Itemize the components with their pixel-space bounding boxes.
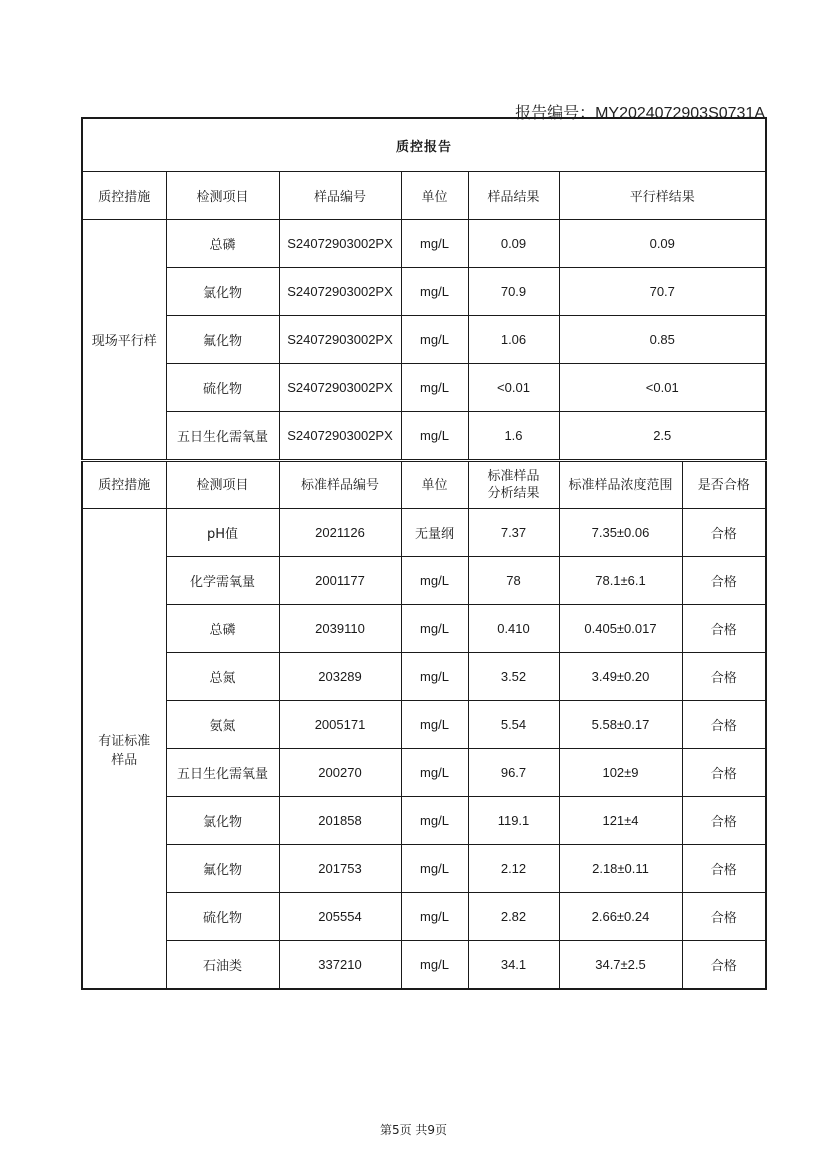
standard-range: 5.58±0.17 [559, 701, 682, 749]
section1-header-row [82, 172, 766, 220]
header-unit: 单位 [401, 461, 468, 509]
header-qc-measure: 质控措施 [82, 461, 166, 509]
test-item: 硫化物 [166, 893, 279, 941]
header-sample-number: 样品编号 [279, 172, 401, 220]
sample-number: S24072903002PX [279, 220, 401, 268]
standard-result: 5.54 [468, 701, 559, 749]
unit: mg/L [401, 845, 468, 893]
test-item: 总磷 [166, 220, 279, 268]
standard-number: 2039110 [279, 605, 401, 653]
table-row [82, 893, 766, 941]
test-item: 氟化物 [166, 845, 279, 893]
unit: mg/L [401, 316, 468, 364]
table-row [82, 653, 766, 701]
test-item: 硫化物 [166, 364, 279, 412]
header-sample-result: 样品结果 [468, 172, 559, 220]
standard-number: 2001177 [279, 557, 401, 605]
pass-status: 合格 [682, 893, 766, 941]
standard-number: 2005171 [279, 701, 401, 749]
standard-result: 7.37 [468, 509, 559, 557]
standard-range: 102±9 [559, 749, 682, 797]
standard-range: 34.7±2.5 [559, 941, 682, 990]
standard-number: 203289 [279, 653, 401, 701]
parallel-result: 0.09 [559, 220, 766, 268]
table-row [82, 220, 766, 268]
sample-result: 0.09 [468, 220, 559, 268]
standard-range: 78.1±6.1 [559, 557, 682, 605]
table-row [82, 749, 766, 797]
sample-number: S24072903002PX [279, 316, 401, 364]
header-unit: 单位 [401, 172, 468, 220]
table-row [82, 845, 766, 893]
pass-status: 合格 [682, 941, 766, 990]
sample-result: 70.9 [468, 268, 559, 316]
parallel-result: 0.85 [559, 316, 766, 364]
test-item: 五日生化需氧量 [166, 749, 279, 797]
unit: mg/L [401, 557, 468, 605]
header-standard-result-line1: 标准样品 [487, 469, 540, 484]
standard-range: 3.49±0.20 [559, 653, 682, 701]
pass-status: 合格 [682, 797, 766, 845]
sample-result: 1.6 [468, 412, 559, 461]
pass-status: 合格 [682, 605, 766, 653]
header-standard-number: 标准样品编号 [279, 461, 401, 509]
header-standard-result [468, 461, 559, 509]
unit: mg/L [401, 749, 468, 797]
test-item: 氯化物 [166, 268, 279, 316]
test-item: 五日生化需氧量 [166, 412, 279, 461]
standard-number: 201753 [279, 845, 401, 893]
table-row [82, 941, 766, 990]
pass-status: 合格 [682, 653, 766, 701]
table-row [82, 701, 766, 749]
test-item: 化学需氧量 [166, 557, 279, 605]
header-standard-range: 标准样品浓度范围 [559, 461, 682, 509]
unit: mg/L [401, 941, 468, 990]
section2-header-row [82, 461, 766, 509]
standard-result: 0.410 [468, 605, 559, 653]
standard-range: 121±4 [559, 797, 682, 845]
standard-result: 2.12 [468, 845, 559, 893]
table-row [82, 605, 766, 653]
pass-status: 合格 [682, 701, 766, 749]
standard-range: 2.66±0.24 [559, 893, 682, 941]
quality-control-table [81, 117, 767, 990]
header-pass: 是否合格 [682, 461, 766, 509]
standard-result: 119.1 [468, 797, 559, 845]
standard-result: 2.82 [468, 893, 559, 941]
test-item: 总磷 [166, 605, 279, 653]
page-footer: 第5页 共9页 [379, 1123, 448, 1137]
unit: mg/L [401, 605, 468, 653]
pass-status: 合格 [682, 749, 766, 797]
unit: mg/L [401, 653, 468, 701]
test-item: 总氮 [166, 653, 279, 701]
parallel-result: 70.7 [559, 268, 766, 316]
table-row [82, 268, 766, 316]
pass-status: 合格 [682, 557, 766, 605]
unit: mg/L [401, 893, 468, 941]
test-item: 氟化物 [166, 316, 279, 364]
unit: mg/L [401, 220, 468, 268]
header-test-item: 检测项目 [166, 172, 279, 220]
table-row [82, 316, 766, 364]
report-number-label: 报告编号： [515, 103, 596, 122]
table-row [82, 364, 766, 412]
standard-range: 7.35±0.06 [559, 509, 682, 557]
standard-number: 200270 [279, 749, 401, 797]
standard-number: 201858 [279, 797, 401, 845]
sample-result: <0.01 [468, 364, 559, 412]
qc-measure-line1: 有证标准 [98, 733, 151, 749]
test-item: 石油类 [166, 941, 279, 990]
header-parallel-result: 平行样结果 [559, 172, 766, 220]
unit: mg/L [401, 364, 468, 412]
qc-measure-parallel: 现场平行样 [82, 220, 166, 461]
standard-result: 3.52 [468, 653, 559, 701]
unit: mg/L [401, 268, 468, 316]
standard-result: 96.7 [468, 749, 559, 797]
sample-result: 1.06 [468, 316, 559, 364]
test-item: pH值 [166, 509, 279, 557]
standard-range: 2.18±0.11 [559, 845, 682, 893]
qc-measure-certified-standard [82, 509, 166, 990]
pass-status: 合格 [682, 845, 766, 893]
standard-number: 2021126 [279, 509, 401, 557]
standard-result: 34.1 [468, 941, 559, 990]
parallel-result: <0.01 [559, 364, 766, 412]
table-title: 质控报告 [82, 118, 766, 172]
sample-number: S24072903002PX [279, 364, 401, 412]
unit: mg/L [401, 797, 468, 845]
unit: 无量纲 [401, 509, 468, 557]
table-row [82, 412, 766, 461]
standard-range: 0.405±0.017 [559, 605, 682, 653]
unit: mg/L [401, 412, 468, 461]
standard-result: 78 [468, 557, 559, 605]
qc-measure-line2: 样品 [111, 752, 138, 768]
pass-status: 合格 [682, 509, 766, 557]
standard-number: 205554 [279, 893, 401, 941]
unit: mg/L [401, 701, 468, 749]
report-number-value: MY2024072903S0731A [595, 105, 765, 122]
standard-number: 337210 [279, 941, 401, 990]
table-row [82, 509, 766, 557]
table-row [82, 797, 766, 845]
header-qc-measure: 质控措施 [82, 172, 166, 220]
table-row [82, 557, 766, 605]
parallel-result: 2.5 [559, 412, 766, 461]
header-test-item: 检测项目 [166, 461, 279, 509]
test-item: 氨氮 [166, 701, 279, 749]
sample-number: S24072903002PX [279, 268, 401, 316]
sample-number: S24072903002PX [279, 412, 401, 461]
header-standard-result-line2: 分析结果 [487, 486, 540, 501]
test-item: 氯化物 [166, 797, 279, 845]
